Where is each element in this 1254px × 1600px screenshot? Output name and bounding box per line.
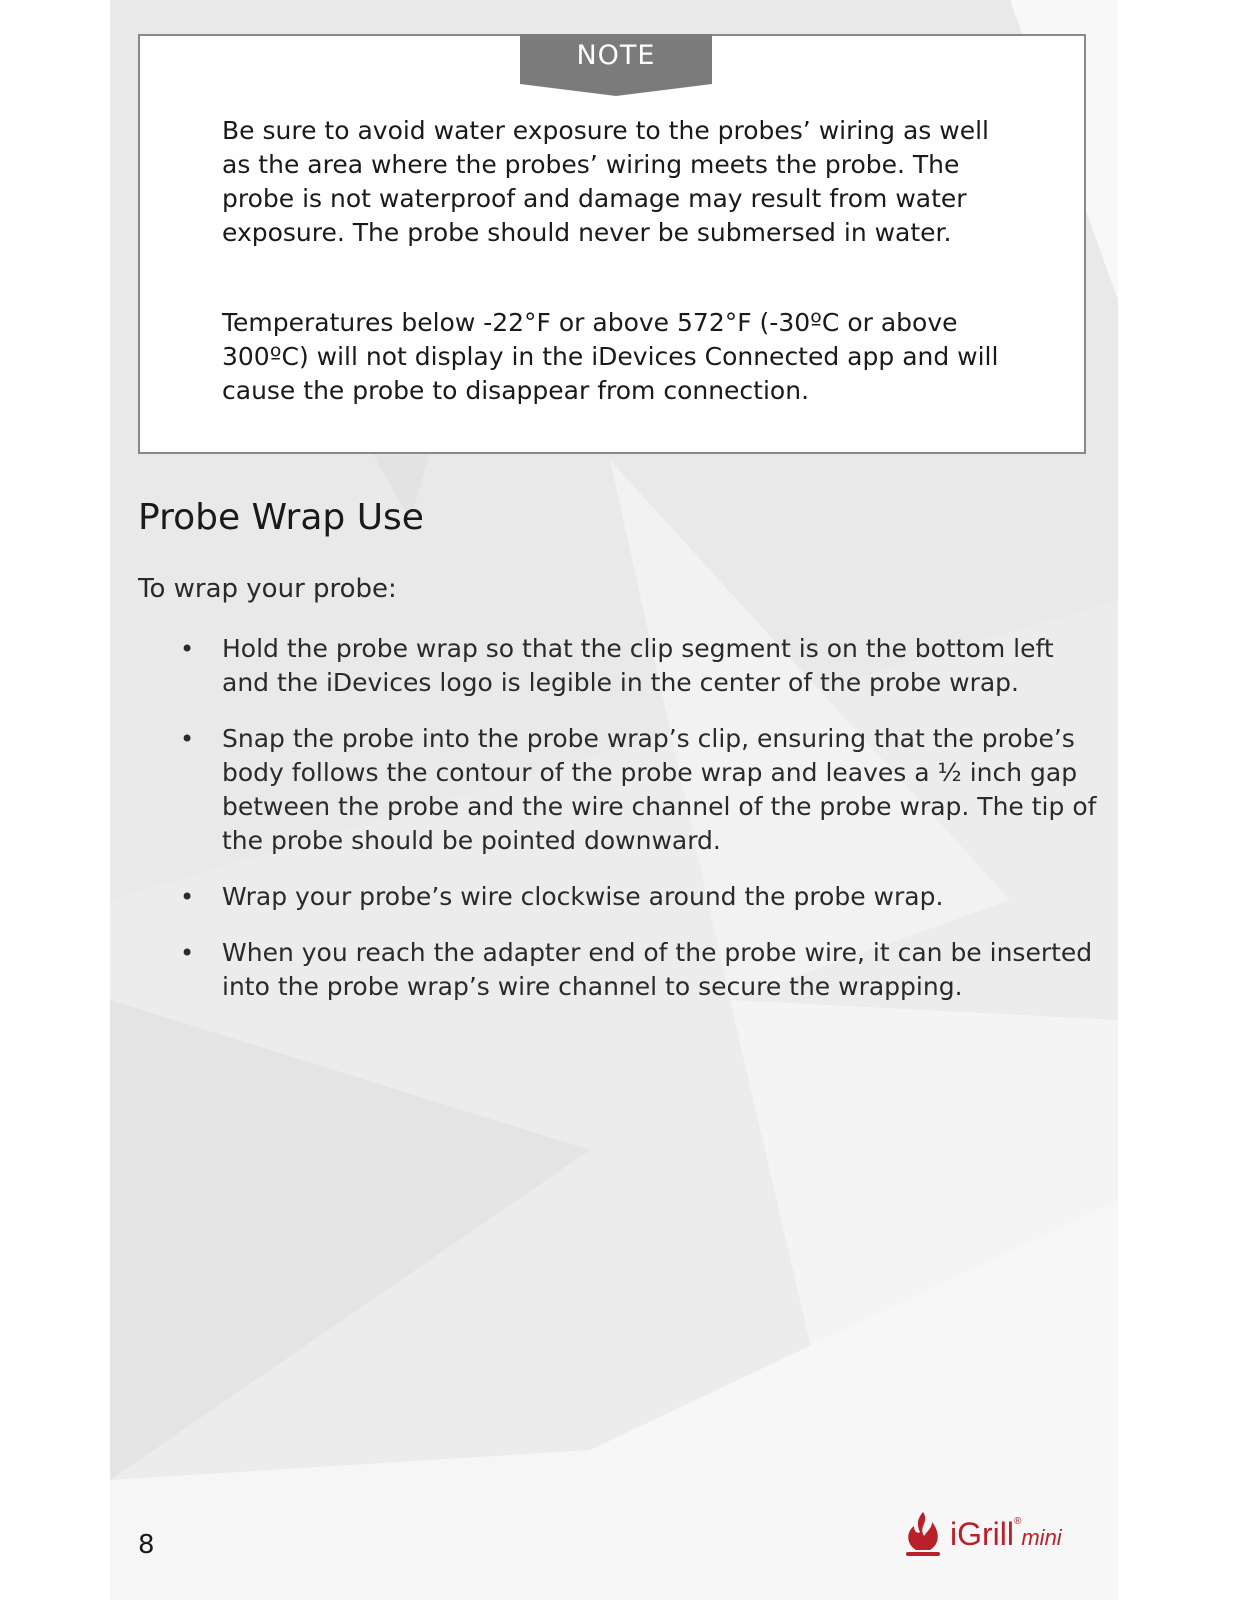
note-box xyxy=(138,34,1086,454)
logo-registered: ® xyxy=(1013,1516,1022,1527)
bullet-dot: • xyxy=(180,635,195,663)
manual-page xyxy=(110,0,1118,1600)
bullet-item xyxy=(180,632,1098,700)
page-number: 8 xyxy=(138,1530,155,1560)
bullet-dot: • xyxy=(180,939,195,967)
section-title: Probe Wrap Use xyxy=(138,497,424,538)
note-tab xyxy=(520,34,712,98)
note-paragraph-water: Be sure to avoid water exposure to the probes’ wiring as well as the area where the probes’ wiring meets the probe. The probe is not waterproof and damage may result from water exposure. The probe should never be submersed in water. xyxy=(222,116,989,247)
note-paragraph-temperature: Temperatures below -22°F or above 572°F (-30ºC or above 300ºC) will not display in the iDevices Connected app and will cause the probe to disappear from connection. xyxy=(222,308,999,405)
logo-sub: mini xyxy=(1021,1525,1062,1550)
bullet-item xyxy=(180,936,1098,1004)
logo-wordmark xyxy=(950,1516,1062,1553)
bullet-text: When you reach the adapter end of the probe wire, it can be inserted into the probe wrap’s wire channel to secure the wrapping. xyxy=(222,938,1093,1001)
bullet-item xyxy=(180,880,1098,914)
bullet-item xyxy=(180,722,1098,858)
bullet-dot: • xyxy=(180,883,195,911)
bullet-text: Snap the probe into the probe wrap’s clip, ensuring that the probe’s body follows the contour of the probe wrap and leaves a ½ inch gap between the probe and the wire channel of the probe wrap. The tip of the probe should be pointed downward. xyxy=(222,724,1097,855)
bullet-text: Hold the probe wrap so that the clip segment is on the bottom left and the iDevices logo is legible in the center of the probe wrap. xyxy=(222,634,1054,697)
bullet-dot: • xyxy=(180,725,195,753)
igrill-mini-logo xyxy=(900,1508,1090,1564)
logo-brand: iGrill xyxy=(950,1516,1014,1552)
bullet-text: Wrap your probe’s wire clockwise around the probe wrap. xyxy=(222,882,944,911)
section-intro: To wrap your probe: xyxy=(138,574,397,604)
note-label: NOTE xyxy=(576,40,656,71)
flame-icon xyxy=(900,1510,946,1560)
